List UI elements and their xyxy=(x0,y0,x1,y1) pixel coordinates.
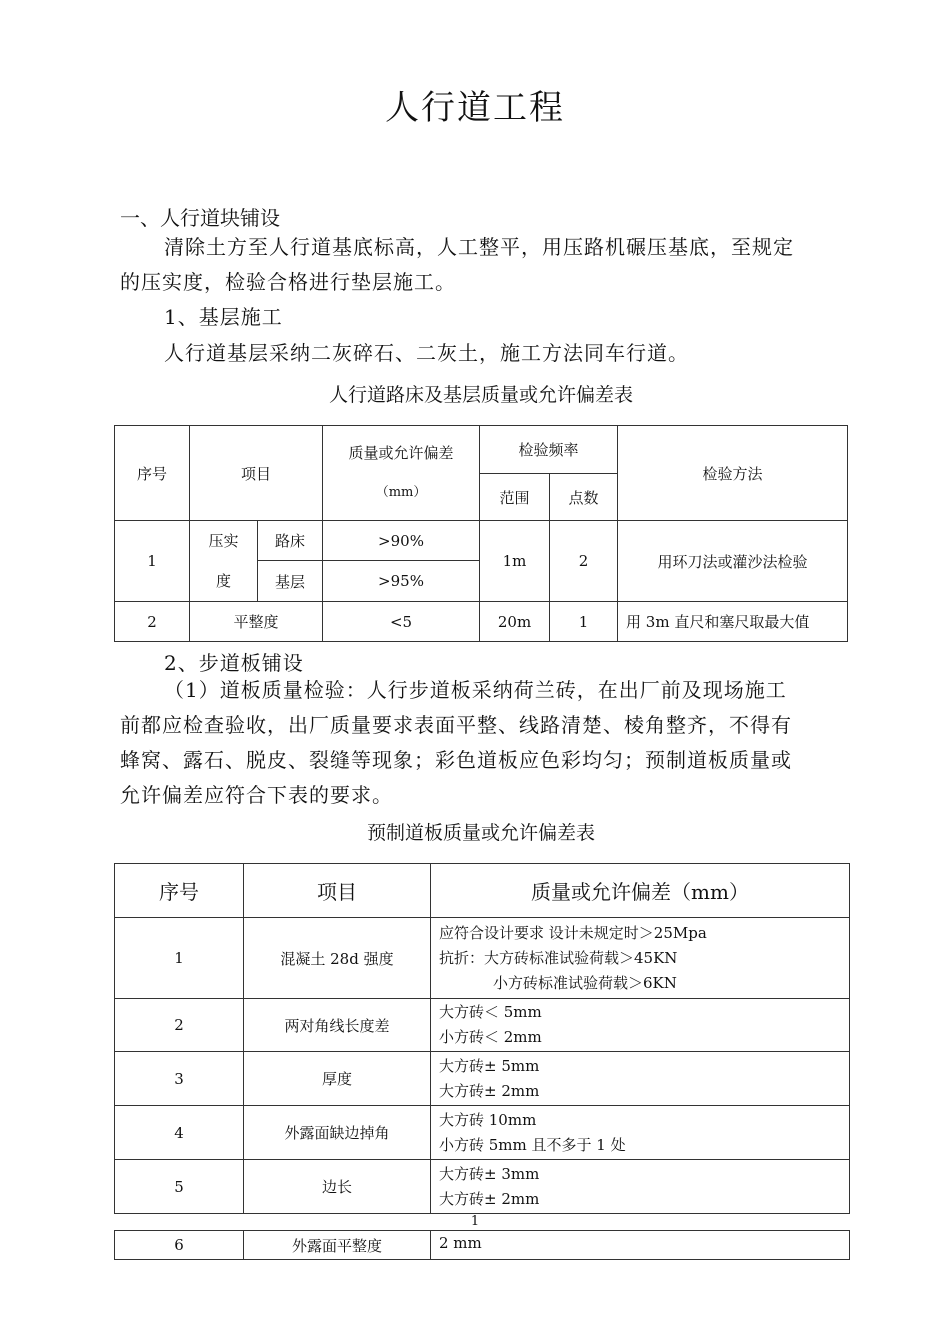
header-frequency: 检验频率 xyxy=(480,426,618,474)
row-no: 1 xyxy=(115,918,244,999)
paragraph-line: 允许偏差应符合下表的要求。 xyxy=(120,783,393,807)
paragraph-line: 的压实度，检验合格进行垫层施工。 xyxy=(120,270,456,294)
row1-sub2-value: >95% xyxy=(323,561,480,602)
header-tolerance-unit: （mm） xyxy=(375,485,427,500)
paragraph-line: 清除土方至人行道基底标高，人工整平，用压路机碾压基底，至规定 xyxy=(164,235,794,259)
subsection-heading: 2、步道板铺设 xyxy=(164,651,304,675)
header-tolerance: 质量或允许偏差（mm） xyxy=(431,864,850,918)
table2 xyxy=(114,863,850,1214)
row1-method: 用环刀法或灌沙法检验 xyxy=(618,521,848,602)
section1-paragraph xyxy=(120,230,860,300)
paragraph-line: （1）道板质量检验：人行步道板采纳荷兰砖，在出厂前及现场施工 xyxy=(164,678,787,702)
header-range: 范围 xyxy=(480,474,550,521)
header-tolerance xyxy=(323,426,480,521)
row1-sub1: 路床 xyxy=(258,521,323,561)
row-tolerance xyxy=(431,918,850,999)
table2-continuation xyxy=(114,1230,850,1260)
section-heading: 一、人行道块铺设 xyxy=(120,206,280,230)
row-tolerance xyxy=(431,1106,850,1160)
table1-caption: 人行道路床及基层质量或允许偏差表 xyxy=(328,384,633,406)
row-item: 边长 xyxy=(244,1160,431,1214)
row1-points: 2 xyxy=(550,521,618,602)
header-no: 序号 xyxy=(115,426,190,521)
row-tolerance xyxy=(431,999,850,1052)
tolerance-line: 小方砖标准试验荷载＞6KN xyxy=(493,973,677,992)
row1-sub2: 基层 xyxy=(258,561,323,602)
row1-item-line: 压实 xyxy=(208,532,239,550)
section2-paragraph xyxy=(120,673,860,813)
row-item: 混凝土 28d 强度 xyxy=(244,918,431,999)
table2-caption: 预制道板质量或允许偏差表 xyxy=(366,822,595,844)
row1-sub1-value: >90% xyxy=(323,521,480,561)
row2-method: 用 3m 直尺和塞尺取最大值 xyxy=(618,602,848,642)
row2-no: 2 xyxy=(115,602,190,642)
header-tolerance-line: 质量或允许偏差 xyxy=(348,444,454,462)
row-item: 外露面缺边掉角 xyxy=(244,1106,431,1160)
subsection-text: 人行道基层采纳二灰碎石、二灰土，施工方法同车行道。 xyxy=(164,341,689,365)
header-points: 点数 xyxy=(550,474,618,521)
header-item: 项目 xyxy=(244,864,431,918)
tolerance-line: 大方砖 10mm xyxy=(439,1110,537,1129)
row-tolerance xyxy=(431,1052,850,1106)
row-tolerance: 2 mm xyxy=(431,1231,850,1260)
row2-range: 20m xyxy=(480,602,550,642)
row-no: 4 xyxy=(115,1106,244,1160)
header-no: 序号 xyxy=(115,864,244,918)
row1-no: 1 xyxy=(115,521,190,602)
tolerance-line: 大方砖± 5mm xyxy=(439,1056,540,1075)
subsection-heading: 1、基层施工 xyxy=(164,305,283,329)
tolerance-line: 大方砖± 2mm xyxy=(439,1081,540,1100)
table1 xyxy=(114,425,848,642)
row-item: 外露面平整度 xyxy=(244,1231,431,1260)
row2-value: <5 xyxy=(323,602,480,642)
header-item: 项目 xyxy=(190,426,323,521)
paragraph-line: 蜂窝、露石、脱皮、裂缝等现象；彩色道板应色彩均匀；预制道板质量或 xyxy=(120,748,792,772)
row-item: 两对角线长度差 xyxy=(244,999,431,1052)
row-no: 3 xyxy=(115,1052,244,1106)
row2-item: 平整度 xyxy=(190,602,323,642)
tolerance-line: 大方砖± 3mm xyxy=(439,1164,540,1183)
tolerance-line: 应符合设计要求 设计未规定时＞25Mpa xyxy=(439,923,707,942)
paragraph-line: 前都应检查验收，出厂质量要求表面平整、线路清楚、棱角整齐，不得有 xyxy=(120,713,792,737)
row-tolerance xyxy=(431,1160,850,1214)
page-number: 1 xyxy=(470,1214,480,1229)
row-no: 6 xyxy=(115,1231,244,1260)
row-item: 厚度 xyxy=(244,1052,431,1106)
row-no: 5 xyxy=(115,1160,244,1214)
tolerance-line: 小方砖 5mm 且不多于 1 处 xyxy=(439,1135,626,1154)
header-method: 检验方法 xyxy=(618,426,848,521)
tolerance-line: 大方砖± 2mm xyxy=(439,1189,540,1208)
page-title: 人行道工程 xyxy=(385,88,565,128)
row2-points: 1 xyxy=(550,602,618,642)
tolerance-line: 小方砖＜ 2mm xyxy=(439,1028,542,1046)
row1-item xyxy=(190,521,258,602)
tolerance-line: 大方砖＜ 5mm xyxy=(439,1003,542,1021)
row1-range: 1m xyxy=(480,521,550,602)
tolerance-line: 抗折：大方砖标准试验荷载＞45KN xyxy=(439,948,678,967)
row-no: 2 xyxy=(115,999,244,1052)
row1-item-line: 度 xyxy=(215,572,231,590)
